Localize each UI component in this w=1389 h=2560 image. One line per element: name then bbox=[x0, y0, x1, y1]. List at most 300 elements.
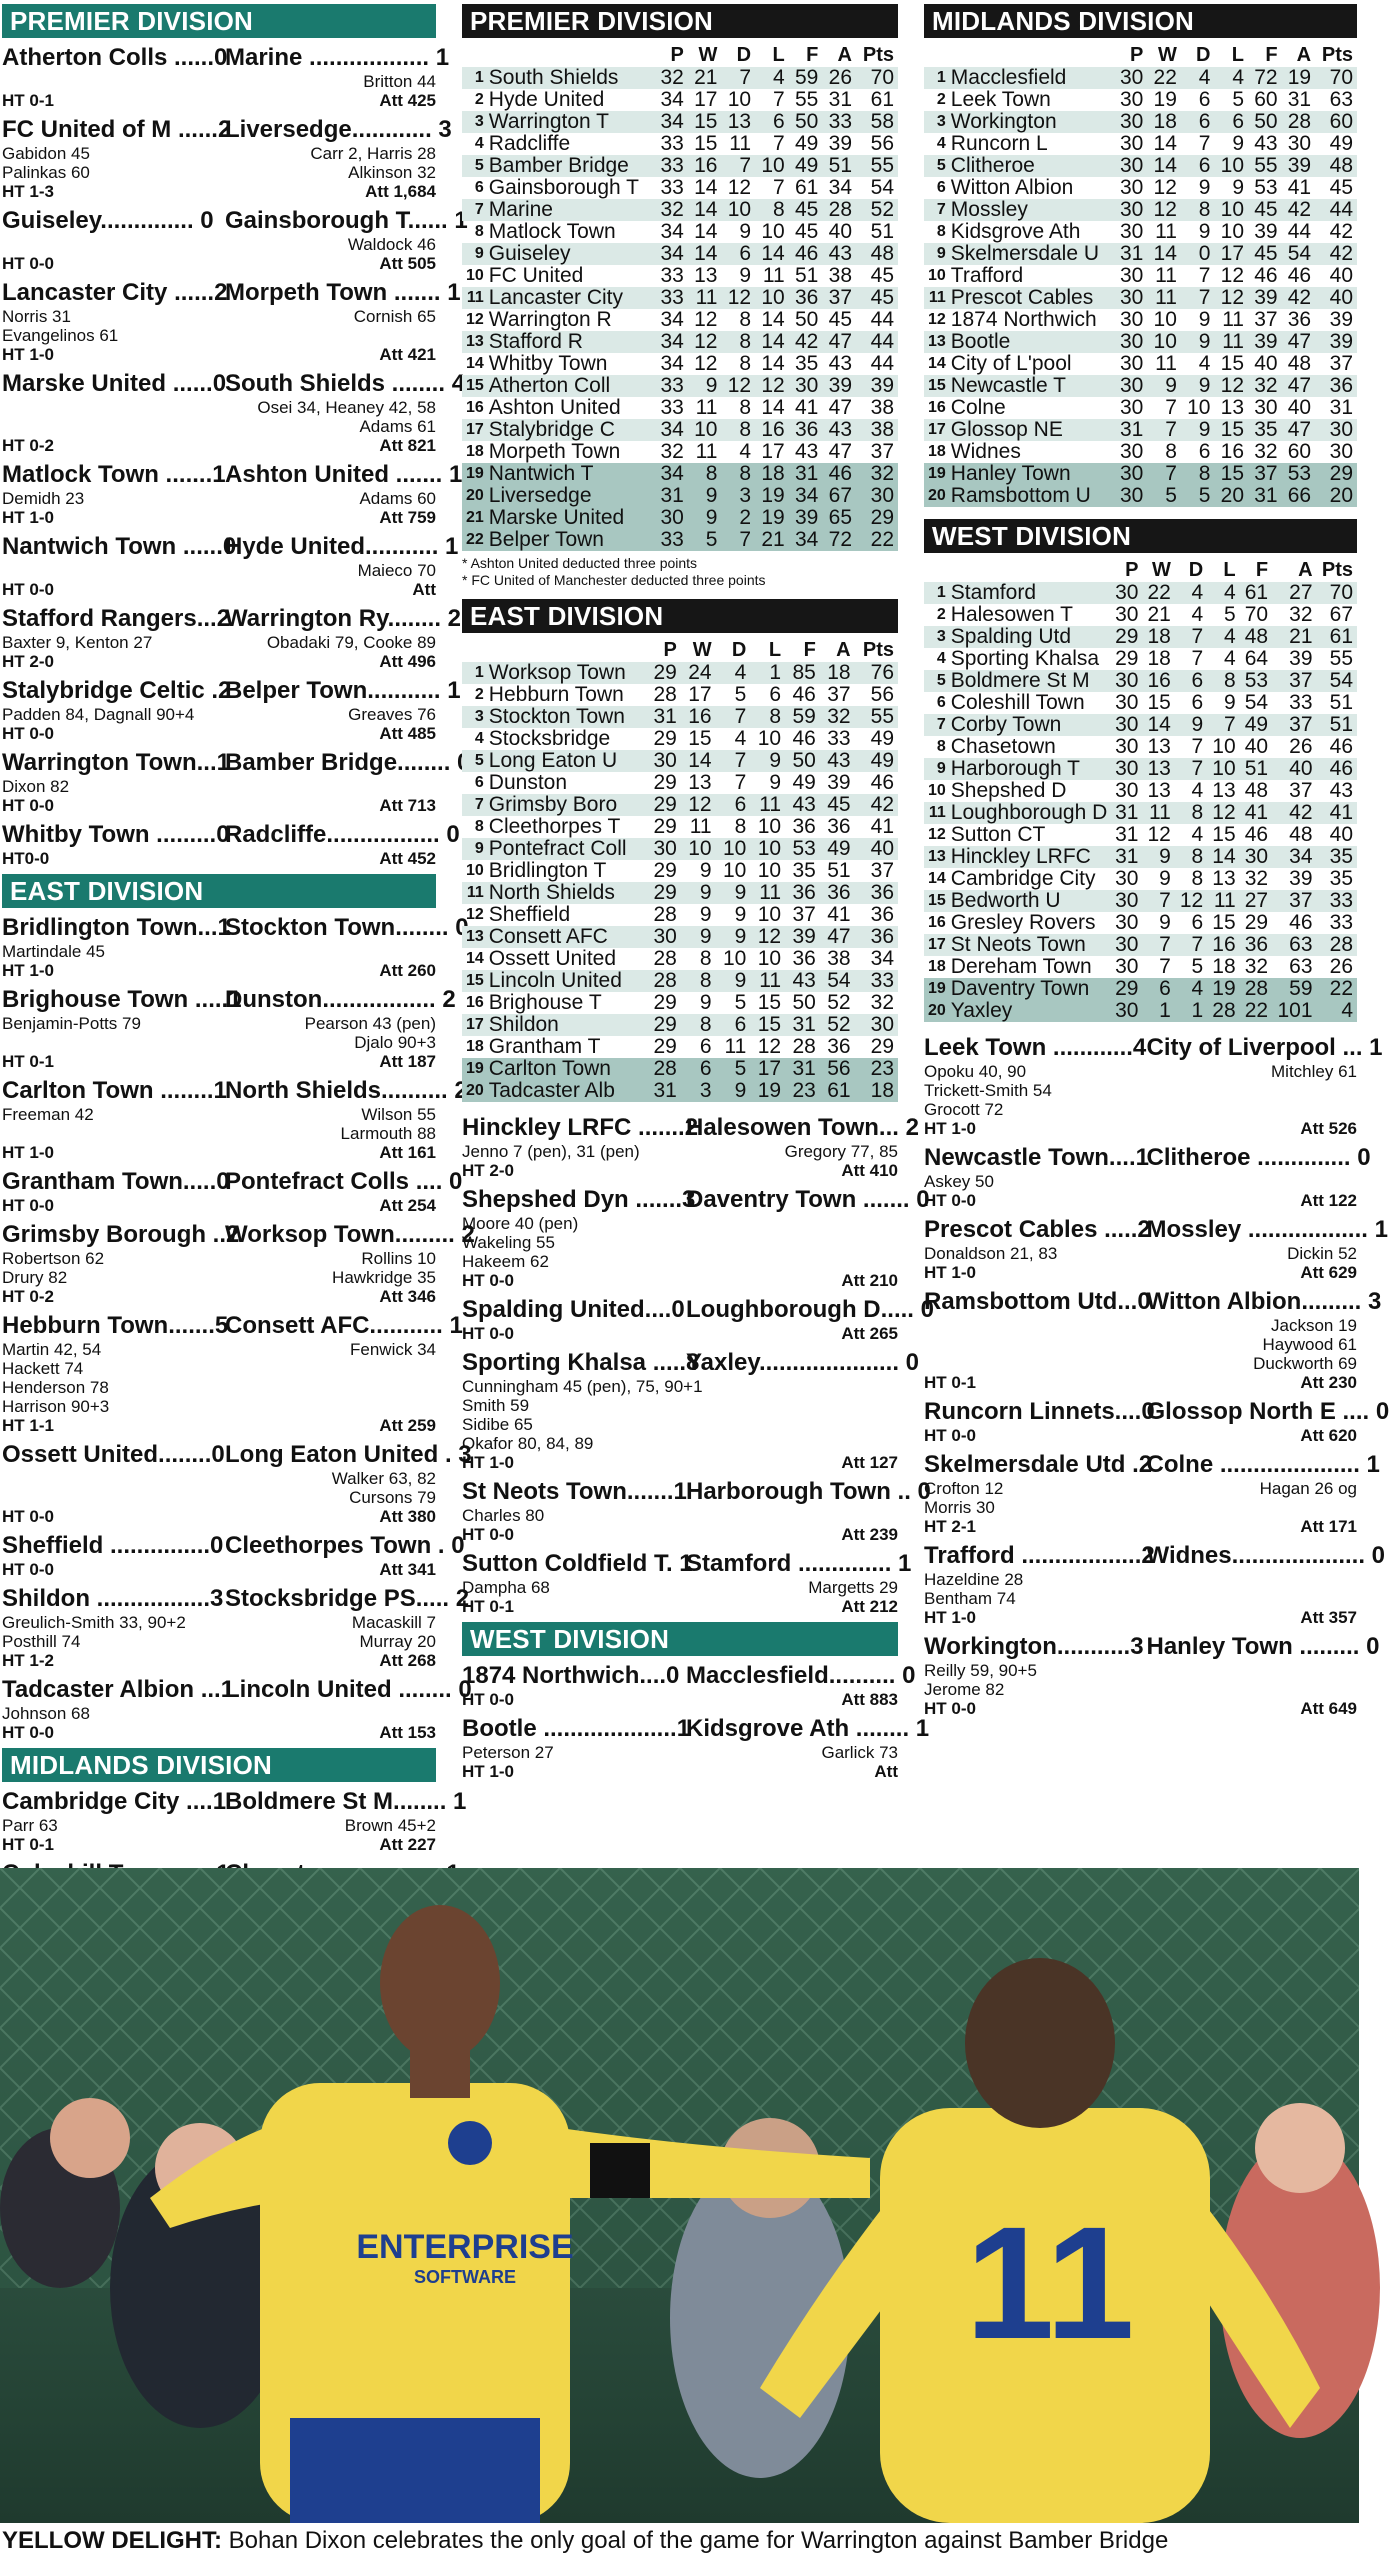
table-row bbox=[924, 155, 1357, 177]
home-team-score: Bootle ....................1 bbox=[462, 1715, 691, 1742]
stat-cell: 11 bbox=[759, 881, 782, 904]
stat-cell: 20 bbox=[1220, 484, 1244, 507]
stat-cell: 9 bbox=[739, 264, 752, 287]
home-team-score: Carlton Town ........1 bbox=[2, 1077, 227, 1104]
half-time-attendance-row bbox=[2, 1143, 436, 1162]
scorers-row bbox=[924, 1680, 1357, 1699]
position-cell: 6 bbox=[936, 694, 946, 711]
stat-cell: 48 bbox=[1244, 625, 1269, 648]
table-row bbox=[462, 794, 898, 816]
stat-cell: 10 bbox=[1153, 308, 1177, 331]
match-result bbox=[2, 605, 462, 671]
stat-cell: 30 bbox=[1329, 440, 1353, 463]
stat-cell: 12 bbox=[694, 352, 718, 375]
team-cell: Warrington R bbox=[488, 308, 612, 331]
position-cell: 7 bbox=[936, 716, 946, 733]
match-result bbox=[2, 821, 460, 868]
stat-cell: 15 bbox=[1220, 462, 1244, 485]
stat-col-header: D bbox=[1196, 44, 1211, 66]
table-row bbox=[924, 824, 1357, 846]
team-cell: Dereham Town bbox=[950, 955, 1092, 978]
stat-cell: 53 bbox=[1254, 176, 1278, 199]
away-scorers: Gregory 77, 85 bbox=[784, 1142, 898, 1161]
stat-cell: 16 bbox=[1147, 669, 1171, 692]
stat-cell: 23 bbox=[870, 1057, 894, 1080]
stat-cell: 34 bbox=[660, 462, 684, 485]
table-row bbox=[462, 199, 898, 221]
stat-cell: 44 bbox=[870, 330, 894, 353]
position-cell: 11 bbox=[928, 804, 946, 821]
match-score-row bbox=[2, 207, 468, 235]
team-cell: Colne bbox=[950, 396, 1006, 419]
stat-cell: 6 bbox=[1191, 911, 1204, 934]
position-cell: 12 bbox=[928, 311, 946, 328]
home-scorers: Reilly 59, 90+5 bbox=[924, 1661, 1037, 1680]
team-col-header bbox=[949, 559, 1110, 582]
stat-cell: 6 bbox=[769, 683, 782, 706]
team-col-header bbox=[949, 44, 1114, 67]
team-cell: Brighouse T bbox=[488, 991, 602, 1014]
half-time-score: HT 1-0 bbox=[924, 1263, 976, 1282]
stat-cell: 11 bbox=[689, 815, 712, 838]
match-score-row bbox=[2, 279, 461, 307]
stat-cell: 37 bbox=[1329, 352, 1353, 375]
home-team-score: Whitby Town .........0 bbox=[2, 821, 230, 848]
stat-col-header: A bbox=[1298, 559, 1313, 581]
match-result bbox=[2, 279, 461, 364]
home-scorers: Smith 59 bbox=[462, 1396, 530, 1415]
stat-cell: 7 bbox=[1198, 286, 1211, 309]
home-team-score: Sheffield ...............0 bbox=[2, 1532, 224, 1559]
team-cell: Belper Town bbox=[488, 528, 604, 551]
stat-cell: 49 bbox=[827, 837, 851, 860]
stat-cell: 39 bbox=[792, 925, 816, 948]
stat-col-header: P bbox=[670, 44, 684, 66]
attendance: Att 260 bbox=[379, 961, 436, 980]
position-cell: 6 bbox=[474, 774, 484, 791]
half-time-score: HT0-0 bbox=[2, 849, 50, 868]
attendance: Att 254 bbox=[379, 1196, 436, 1215]
stat-cell: 30 bbox=[653, 925, 677, 948]
stat-cell: 49 bbox=[1329, 132, 1353, 155]
stat-cell: 28 bbox=[1244, 977, 1269, 1000]
position-cell: 2 bbox=[936, 91, 946, 108]
tables-column-2 bbox=[462, 2, 934, 1787]
stat-cell: 40 bbox=[1329, 286, 1353, 309]
stat-cell: 11 bbox=[762, 264, 785, 287]
premier-table-header: PREMIER DIVISION bbox=[462, 4, 898, 38]
stat-cell: 7 bbox=[773, 176, 785, 199]
home-team-score: Shildon .................3 bbox=[2, 1585, 224, 1612]
stat-cell: 59 bbox=[792, 705, 816, 728]
stat-cell: 8 bbox=[1191, 845, 1204, 868]
stat-cell: 49 bbox=[795, 132, 819, 155]
team-cell: Ashton United bbox=[488, 396, 621, 419]
away-team-score: Daventry Town ....... 0 bbox=[686, 1186, 930, 1213]
home-scorers: Crofton 12 bbox=[924, 1479, 1004, 1498]
stat-cell: 18 bbox=[870, 1079, 894, 1102]
stat-cell: 43 bbox=[1254, 132, 1278, 155]
table-row bbox=[462, 221, 898, 243]
stat-cell: 28 bbox=[792, 1035, 816, 1058]
team-cell: Stafford R bbox=[488, 330, 583, 353]
stat-cell: 44 bbox=[870, 352, 894, 375]
stat-cell: 49 bbox=[792, 771, 816, 794]
home-team-score: Lancaster City ......2 bbox=[2, 279, 228, 306]
half-time-score: HT 0-0 bbox=[924, 1191, 976, 1210]
position-cell: 3 bbox=[474, 113, 484, 130]
stat-cell: 43 bbox=[828, 352, 852, 375]
position-cell: 13 bbox=[466, 333, 484, 350]
attendance: Att 410 bbox=[841, 1161, 898, 1180]
stat-cell: 10 bbox=[688, 837, 712, 860]
away-scorers: Alkinson 32 bbox=[348, 163, 436, 182]
home-scorers: Harrison 90+3 bbox=[2, 1397, 110, 1416]
stat-cell: 23 bbox=[792, 1079, 816, 1102]
stat-cell: 10 bbox=[722, 859, 747, 882]
home-scorers: Johnson 68 bbox=[2, 1704, 90, 1723]
match-score-row bbox=[2, 533, 459, 561]
stat-cell: 53 bbox=[792, 837, 816, 860]
stat-cell: 16 bbox=[1220, 440, 1244, 463]
stat-cell: 10 bbox=[757, 837, 782, 860]
position-cell: 5 bbox=[474, 157, 484, 174]
home-scorers: Morris 30 bbox=[924, 1498, 995, 1517]
stat-cell: 85 bbox=[792, 661, 816, 684]
attendance: Att bbox=[412, 580, 436, 599]
match-score-row bbox=[924, 1633, 1380, 1661]
stat-cell: 12 bbox=[1220, 374, 1244, 397]
position-cell: 18 bbox=[928, 958, 946, 975]
position-cell: 15 bbox=[466, 972, 484, 989]
match-result bbox=[2, 207, 468, 273]
table-row bbox=[924, 912, 1357, 934]
stat-cell: 37 bbox=[870, 440, 894, 463]
stat-cell: 30 bbox=[1254, 396, 1278, 419]
stat-cell: 5 bbox=[734, 683, 747, 706]
table-row bbox=[924, 89, 1357, 111]
match-score-row bbox=[462, 1114, 919, 1142]
stat-cell: 32 bbox=[1289, 603, 1313, 626]
attendance: Att 629 bbox=[1300, 1263, 1357, 1282]
stat-cell: 10 bbox=[761, 286, 785, 309]
stat-cell: 35 bbox=[1254, 418, 1278, 441]
scorers-row bbox=[462, 1396, 898, 1415]
stat-cell: 19 bbox=[1287, 66, 1312, 89]
stat-cell: 32 bbox=[1244, 867, 1269, 890]
position-cell: 8 bbox=[474, 223, 484, 240]
stat-cell: 26 bbox=[828, 66, 852, 89]
stat-col-header: L bbox=[1231, 44, 1244, 66]
team-cell: St Neots Town bbox=[950, 933, 1086, 956]
stat-cell: 15 bbox=[1220, 352, 1244, 375]
stat-cell: 21 bbox=[1289, 625, 1313, 648]
position-cell: 12 bbox=[466, 311, 484, 328]
east-league-table bbox=[462, 639, 898, 1102]
stat-cell: 22 bbox=[1147, 581, 1171, 604]
half-time-attendance-row bbox=[924, 1517, 1357, 1536]
stat-cell: 46 bbox=[870, 771, 894, 794]
stat-cell: 46 bbox=[792, 727, 816, 750]
stat-cell: 30 bbox=[870, 484, 894, 507]
scorers-row bbox=[924, 1354, 1357, 1373]
stat-cell: 34 bbox=[660, 220, 684, 243]
stat-cell: 29 bbox=[1115, 625, 1139, 648]
team-cell: Ossett United bbox=[488, 947, 617, 970]
match-result bbox=[2, 1077, 468, 1162]
half-time-score: HT 1-0 bbox=[2, 508, 54, 527]
attendance: Att 713 bbox=[379, 796, 436, 815]
away-scorers: Walker 63, 82 bbox=[331, 1469, 436, 1488]
stat-cell: 37 bbox=[828, 286, 852, 309]
team-cell: Gainsborough T bbox=[488, 176, 640, 199]
position-cell: 16 bbox=[466, 994, 484, 1011]
team-cell: Sheffield bbox=[488, 903, 571, 926]
stat-cell: 29 bbox=[1329, 462, 1353, 485]
stat-cell: 11 bbox=[724, 1035, 747, 1058]
away-team-score: Bamber Bridge........ 0 bbox=[225, 749, 471, 776]
stat-cell: 35 bbox=[1329, 845, 1353, 868]
match-result bbox=[462, 1715, 930, 1781]
stat-cell: 9 bbox=[705, 506, 718, 529]
attendance: Att 883 bbox=[841, 1690, 898, 1709]
match-score-row bbox=[2, 116, 452, 144]
stat-cell: 10 bbox=[761, 154, 785, 177]
stat-cell: 9 bbox=[1159, 845, 1171, 868]
home-team-score: Skelmersdale Utd .2 bbox=[924, 1451, 1153, 1478]
table-row bbox=[462, 397, 898, 419]
stat-cell: 40 bbox=[1244, 735, 1269, 758]
scorers-row bbox=[462, 1252, 898, 1271]
scorers-row bbox=[2, 633, 436, 652]
stat-cell: 30 bbox=[1115, 757, 1139, 780]
half-time-attendance-row bbox=[462, 1453, 898, 1472]
stat-cell: 51 bbox=[870, 220, 894, 243]
stat-cell: 32 bbox=[1254, 440, 1278, 463]
stat-cell: 56 bbox=[870, 132, 894, 155]
match-result bbox=[924, 1216, 1388, 1282]
stat-cell: 32 bbox=[1254, 374, 1278, 397]
stat-cell: 19 bbox=[757, 1079, 782, 1102]
scorers-row bbox=[2, 1014, 436, 1033]
stat-cell: 38 bbox=[828, 264, 852, 287]
table-row bbox=[924, 692, 1357, 714]
stat-cell: 60 bbox=[1287, 440, 1312, 463]
stat-cell: 29 bbox=[653, 771, 677, 794]
stat-cell: 12 bbox=[1153, 176, 1177, 199]
table-row bbox=[924, 802, 1357, 824]
stat-cell: 21 bbox=[694, 66, 718, 89]
stat-cell: 39 bbox=[1329, 308, 1353, 331]
home-scorers: Opoku 40, 90 bbox=[924, 1062, 1027, 1081]
table-header-row bbox=[462, 639, 898, 662]
west-results-list-2 bbox=[924, 1034, 1389, 1718]
stat-cell: 13 bbox=[694, 264, 718, 287]
match-score-row bbox=[924, 1451, 1380, 1479]
stat-cell: 35 bbox=[792, 859, 816, 882]
match-result bbox=[2, 533, 459, 599]
stat-col-header: L bbox=[1223, 559, 1236, 581]
stat-cell: 45 bbox=[828, 308, 852, 331]
stat-cell: 30 bbox=[1115, 889, 1139, 912]
stat-cell: 12 bbox=[761, 374, 785, 397]
stat-cell: 12 bbox=[727, 374, 752, 397]
position-cell: 19 bbox=[928, 465, 946, 482]
stat-cell: 46 bbox=[1244, 823, 1269, 846]
half-time-score: HT 0-0 bbox=[2, 1196, 54, 1215]
half-time-attendance-row bbox=[924, 1373, 1357, 1392]
stat-cell: 34 bbox=[660, 308, 684, 331]
stat-cell: 30 bbox=[1329, 418, 1353, 441]
stat-cell: 10 bbox=[1220, 220, 1244, 243]
stat-cell: 14 bbox=[694, 198, 718, 221]
team-cell: Marine bbox=[488, 198, 553, 221]
half-time-score: HT 0-0 bbox=[2, 1723, 54, 1742]
stat-cell: 8 bbox=[1165, 440, 1177, 463]
away-scorers: Greaves 76 bbox=[348, 705, 436, 724]
stat-cell: 14 bbox=[1153, 132, 1177, 155]
stat-cell: 6 bbox=[1198, 440, 1211, 463]
stat-cell: 42 bbox=[1289, 801, 1313, 824]
away-scorers: Mitchley 61 bbox=[1271, 1062, 1357, 1081]
stat-cell: 14 bbox=[1147, 713, 1171, 736]
stat-cell: 34 bbox=[870, 947, 894, 970]
stat-cell: 30 bbox=[1120, 154, 1144, 177]
stat-cell: 9 bbox=[734, 925, 747, 948]
scorers-row bbox=[924, 1316, 1357, 1335]
stat-cell: 39 bbox=[828, 374, 852, 397]
stat-cell: 30 bbox=[1115, 735, 1139, 758]
attendance: Att 259 bbox=[379, 1416, 436, 1435]
stat-cell: 30 bbox=[870, 1013, 894, 1036]
stat-cell: 34 bbox=[1289, 845, 1313, 868]
match-score-row bbox=[2, 370, 466, 398]
home-team-score: Ramsbottom Utd...0 bbox=[924, 1288, 1151, 1315]
table-row bbox=[462, 419, 898, 441]
stat-cell: 31 bbox=[653, 705, 677, 728]
stat-cell: 7 bbox=[1165, 418, 1177, 441]
stat-cell: 51 bbox=[795, 264, 819, 287]
stat-cell: 49 bbox=[1244, 713, 1269, 736]
stat-cell: 32 bbox=[870, 991, 894, 1014]
table-row bbox=[924, 846, 1357, 868]
stat-cell: 12 bbox=[694, 308, 718, 331]
table-row bbox=[924, 934, 1357, 956]
team-cell: Mossley bbox=[950, 198, 1028, 221]
position-cell: 4 bbox=[936, 650, 946, 667]
home-team-score: Spalding United....0 bbox=[462, 1296, 685, 1323]
match-result bbox=[2, 914, 469, 980]
home-scorers: Martindale 45 bbox=[2, 942, 106, 961]
stat-cell: 9 bbox=[1223, 691, 1236, 714]
table-row bbox=[924, 736, 1357, 758]
team-cell: Glossop NE bbox=[950, 418, 1063, 441]
team-cell: Hanley Town bbox=[950, 462, 1071, 485]
home-team-score: Nantwich Town ......0 bbox=[2, 533, 237, 560]
away-team-score: Kidsgrove Ath ........ 1 bbox=[686, 1715, 930, 1742]
stat-cell: 31 bbox=[653, 1079, 677, 1102]
half-time-attendance-row bbox=[2, 849, 436, 868]
stat-cell: 9 bbox=[734, 903, 747, 926]
stat-cell: 40 bbox=[1329, 823, 1353, 846]
home-team-score: St Neots Town.......1 bbox=[462, 1478, 687, 1505]
stat-cell: 24 bbox=[688, 661, 712, 684]
home-scorers: Benjamin-Potts 79 bbox=[2, 1014, 141, 1033]
stat-cell: 46 bbox=[1287, 264, 1312, 287]
stat-cell: 6 bbox=[1198, 88, 1211, 111]
stat-cell: 4 bbox=[1223, 625, 1236, 648]
table-row bbox=[924, 331, 1357, 353]
attendance: Att 122 bbox=[1300, 1191, 1357, 1210]
position-cell: 5 bbox=[936, 157, 946, 174]
table-row bbox=[462, 904, 898, 926]
table-header-row bbox=[924, 44, 1357, 67]
away-scorers: Brown 45+2 bbox=[344, 1816, 436, 1835]
table-row bbox=[924, 758, 1357, 780]
stat-cell: 19 bbox=[1153, 88, 1177, 111]
stat-cell: 30 bbox=[1115, 581, 1139, 604]
away-scorers: Larmouth 88 bbox=[340, 1124, 436, 1143]
match-result bbox=[462, 1186, 930, 1290]
stat-cell: 34 bbox=[660, 88, 684, 111]
scorers-row bbox=[924, 1100, 1357, 1119]
away-team-score: Consett AFC........... 1 bbox=[225, 1312, 463, 1339]
home-team-score: Stafford Rangers...2 bbox=[2, 605, 231, 632]
half-time-attendance-row bbox=[2, 1507, 436, 1526]
position-cell: 18 bbox=[466, 443, 484, 460]
stat-cell: 9 bbox=[1198, 330, 1211, 353]
stat-cell: 10 bbox=[694, 418, 718, 441]
position-cell: 21 bbox=[466, 509, 484, 526]
scorers-row bbox=[924, 1081, 1357, 1100]
table-row bbox=[924, 221, 1357, 243]
away-scorers: Rollins 10 bbox=[361, 1249, 436, 1268]
stat-cell: 30 bbox=[1120, 396, 1144, 419]
stat-cell: 10 bbox=[722, 837, 747, 860]
half-time-attendance-row bbox=[924, 1608, 1357, 1627]
away-scorers: Wilson 55 bbox=[361, 1105, 436, 1124]
half-time-score: HT 1-0 bbox=[924, 1608, 976, 1627]
stat-cell: 12 bbox=[727, 176, 752, 199]
home-scorers: Peterson 27 bbox=[462, 1743, 554, 1762]
stat-cell: 13 bbox=[727, 110, 752, 133]
team-cell: Nantwich T bbox=[488, 462, 594, 485]
stat-cell: 6 bbox=[1159, 977, 1171, 1000]
stat-cell: 4 bbox=[1198, 66, 1211, 89]
stat-cell: 30 bbox=[1120, 198, 1144, 221]
stat-cell: 43 bbox=[792, 969, 816, 992]
scorers-row bbox=[2, 398, 436, 417]
stat-col-header: A bbox=[836, 639, 851, 661]
position-cell: 17 bbox=[466, 421, 484, 438]
stat-cell: 55 bbox=[1254, 154, 1278, 177]
stat-cell: 14 bbox=[694, 242, 718, 265]
away-scorers: Margetts 29 bbox=[808, 1578, 898, 1597]
stat-cell: 28 bbox=[1287, 110, 1312, 133]
stat-cell: 63 bbox=[1329, 88, 1353, 111]
attendance: Att 161 bbox=[379, 1143, 436, 1162]
half-time-attendance-row bbox=[2, 1416, 436, 1435]
stat-cell: 39 bbox=[1254, 220, 1278, 243]
stat-cell: 9 bbox=[769, 771, 782, 794]
stat-cell: 13 bbox=[1212, 779, 1236, 802]
team-cell: Shepshed D bbox=[950, 779, 1067, 802]
stat-cell: 39 bbox=[795, 506, 819, 529]
stat-cell: 36 bbox=[1287, 308, 1312, 331]
stat-cell: 10 bbox=[757, 947, 782, 970]
position-cell: 18 bbox=[928, 443, 946, 460]
stat-cell: 6 bbox=[1191, 669, 1204, 692]
